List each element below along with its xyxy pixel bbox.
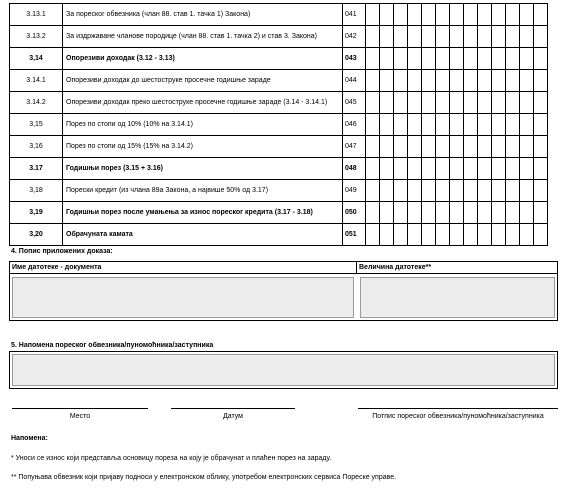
amount-digit-cell[interactable] <box>394 180 408 202</box>
amount-digit-cell[interactable] <box>422 4 436 26</box>
amount-digit-cell[interactable] <box>394 4 408 26</box>
amount-digit-cell[interactable] <box>534 92 548 114</box>
amount-digit-cell[interactable] <box>380 70 394 92</box>
amount-digit-cell[interactable] <box>464 48 478 70</box>
amount-digit-cell[interactable] <box>478 158 492 180</box>
amount-digit-cell[interactable] <box>492 114 506 136</box>
remark-section-title: 5. Напомена пореског обвезника/пуномоћника/заступника <box>11 342 214 349</box>
amount-digit-cell[interactable] <box>520 158 534 180</box>
amount-digit-cell[interactable] <box>380 26 394 48</box>
tax-row <box>10 70 548 92</box>
amount-digit-cell[interactable] <box>478 114 492 136</box>
amount-digit-cell[interactable] <box>464 26 478 48</box>
amount-digit-cell[interactable] <box>422 180 436 202</box>
amount-digit-cell[interactable] <box>394 70 408 92</box>
amount-digit-cell[interactable] <box>366 114 380 136</box>
amount-digit-cell[interactable] <box>436 136 450 158</box>
tax-row <box>10 180 548 202</box>
amount-digit-cell[interactable] <box>366 26 380 48</box>
row-code: 041 <box>343 4 366 26</box>
row-code: 046 <box>343 114 366 136</box>
amount-digit-cell[interactable] <box>436 202 450 224</box>
attachments-col-file-header: Име датотеке - документа <box>10 262 357 274</box>
amount-digit-cell[interactable] <box>450 48 464 70</box>
amount-digit-cell[interactable] <box>366 224 380 246</box>
amount-digit-cell[interactable] <box>380 4 394 26</box>
place-caption: Место <box>69 413 91 420</box>
row-description: Годишњи порез (3.15 + 3.16) <box>63 158 343 180</box>
date-signature-line <box>171 408 295 409</box>
amount-digit-cell[interactable] <box>506 136 520 158</box>
amount-digit-cell[interactable] <box>478 224 492 246</box>
amount-digit-cell[interactable] <box>464 202 478 224</box>
amount-digit-cell[interactable] <box>464 92 478 114</box>
attachments-table <box>9 261 558 321</box>
tax-row <box>10 136 548 158</box>
row-number: 3.13.1 <box>10 4 63 26</box>
row-description: Годишњи порез после умањења за износ пореског кредита (3.17 - 3.18) <box>63 202 343 224</box>
amount-digit-cell[interactable] <box>534 114 548 136</box>
amount-digit-cell[interactable] <box>366 70 380 92</box>
amount-digit-cell[interactable] <box>520 48 534 70</box>
row-code: 045 <box>343 92 366 114</box>
amount-digit-cell[interactable] <box>534 70 548 92</box>
amount-digit-cell[interactable] <box>450 4 464 26</box>
amount-digit-cell[interactable] <box>506 158 520 180</box>
amount-digit-cell[interactable] <box>408 26 422 48</box>
amount-digit-cell[interactable] <box>394 202 408 224</box>
amount-digit-cell[interactable] <box>436 26 450 48</box>
amount-digit-cell[interactable] <box>506 70 520 92</box>
amount-digit-cell[interactable] <box>492 180 506 202</box>
amount-digit-cell[interactable] <box>408 70 422 92</box>
row-number: 3.14.2 <box>10 92 63 114</box>
amount-digit-cell[interactable] <box>394 136 408 158</box>
amount-digit-cell[interactable] <box>534 4 548 26</box>
row-number: 3,15 <box>10 114 63 136</box>
amount-digit-cell[interactable] <box>464 70 478 92</box>
row-number: 3,16 <box>10 136 63 158</box>
amount-digit-cell[interactable] <box>506 48 520 70</box>
amount-digit-cell[interactable] <box>450 92 464 114</box>
row-code: 047 <box>343 136 366 158</box>
amount-digit-cell[interactable] <box>366 48 380 70</box>
amount-digit-cell[interactable] <box>394 26 408 48</box>
amount-digit-cell[interactable] <box>436 180 450 202</box>
amount-digit-cell[interactable] <box>506 26 520 48</box>
amount-digit-cell[interactable] <box>520 202 534 224</box>
remark-field[interactable] <box>12 354 555 386</box>
amount-digit-cell[interactable] <box>436 48 450 70</box>
amount-digit-cell[interactable] <box>450 224 464 246</box>
amount-digit-cell[interactable] <box>422 70 436 92</box>
note-2: ** Попуњава обвезник који пријаву подноси у електронском облику, употребом електронских сервиса Пореске управе. <box>11 474 397 481</box>
amount-digit-cell[interactable] <box>436 70 450 92</box>
row-code: 044 <box>343 70 366 92</box>
amount-digit-cell[interactable] <box>380 180 394 202</box>
attachment-file-field[interactable] <box>12 277 354 318</box>
amount-digit-cell[interactable] <box>394 92 408 114</box>
amount-digit-cell[interactable] <box>422 26 436 48</box>
row-number: 3,20 <box>10 224 63 246</box>
amount-digit-cell[interactable] <box>520 114 534 136</box>
amount-digit-cell[interactable] <box>520 70 534 92</box>
amount-digit-cell[interactable] <box>394 114 408 136</box>
amount-digit-cell[interactable] <box>408 158 422 180</box>
tax-row <box>10 114 548 136</box>
remark-box <box>9 351 558 389</box>
row-number: 3,14 <box>10 48 63 70</box>
amount-digit-cell[interactable] <box>366 180 380 202</box>
row-code: 049 <box>343 180 366 202</box>
amount-digit-cell[interactable] <box>408 92 422 114</box>
amount-digit-cell[interactable] <box>492 92 506 114</box>
amount-digit-cell[interactable] <box>478 202 492 224</box>
tax-row <box>10 48 548 70</box>
amount-digit-cell[interactable] <box>366 92 380 114</box>
amount-digit-cell[interactable] <box>436 114 450 136</box>
amount-digit-cell[interactable] <box>450 136 464 158</box>
row-description: За издржаване чланове породице (члан 88. став 1. тачка 2) и став 3. Закона) <box>63 26 343 48</box>
amount-digit-cell[interactable] <box>436 4 450 26</box>
amount-digit-cell[interactable] <box>380 114 394 136</box>
tax-row <box>10 224 548 246</box>
amount-digit-cell[interactable] <box>478 92 492 114</box>
row-number: 3.13.2 <box>10 26 63 48</box>
amount-digit-cell[interactable] <box>422 158 436 180</box>
row-code: 051 <box>343 224 366 246</box>
amount-digit-cell[interactable] <box>380 224 394 246</box>
amount-digit-cell[interactable] <box>394 158 408 180</box>
amount-digit-cell[interactable] <box>380 92 394 114</box>
amount-digit-cell[interactable] <box>408 136 422 158</box>
amount-digit-cell[interactable] <box>534 48 548 70</box>
amount-digit-cell[interactable] <box>450 26 464 48</box>
place-signature-line <box>12 408 148 409</box>
row-number: 3,18 <box>10 180 63 202</box>
amount-digit-cell[interactable] <box>492 224 506 246</box>
amount-digit-cell[interactable] <box>366 202 380 224</box>
amount-digit-cell[interactable] <box>380 158 394 180</box>
row-description: Обрачуната камата <box>63 224 343 246</box>
amount-digit-cell[interactable] <box>478 136 492 158</box>
amount-digit-cell[interactable] <box>366 4 380 26</box>
amount-digit-cell[interactable] <box>380 136 394 158</box>
tax-row <box>10 158 548 180</box>
amount-digit-cell[interactable] <box>520 136 534 158</box>
amount-digit-cell[interactable] <box>422 48 436 70</box>
amount-digit-cell[interactable] <box>492 158 506 180</box>
amount-digit-cell[interactable] <box>422 114 436 136</box>
amount-digit-cell[interactable] <box>450 70 464 92</box>
row-description: Порез по стопи од 15% (15% на 3.14.2) <box>63 136 343 158</box>
tax-row <box>10 26 548 48</box>
amount-digit-cell[interactable] <box>492 202 506 224</box>
amount-digit-cell[interactable] <box>478 4 492 26</box>
row-description: Опорезиви доходак (3.12 - 3.13) <box>63 48 343 70</box>
row-description: Порески кредит (из члана 89а Закона, а највише 50% од 3.17) <box>63 180 343 202</box>
row-description: Порез по стопи од 10% (10% на 3.14.1) <box>63 114 343 136</box>
amount-digit-cell[interactable] <box>520 180 534 202</box>
notes-title: Напомена: <box>11 435 48 442</box>
amount-digit-cell[interactable] <box>408 48 422 70</box>
amount-digit-cell[interactable] <box>380 202 394 224</box>
amount-digit-cell[interactable] <box>394 48 408 70</box>
amount-digit-cell[interactable] <box>478 48 492 70</box>
attachments-section-title: 4. Попис приложених доказа: <box>11 248 113 255</box>
tax-row <box>10 202 548 224</box>
row-description: Опорезиви доходак преко шестоструке просечне годишње зараде (3.14 - 3.14.1) <box>63 92 343 114</box>
amount-digit-cell[interactable] <box>450 202 464 224</box>
note-1: * Уноси се износ који представља основицу пореза на коју је обрачунат и плаћен порез на зараду. <box>11 455 332 462</box>
attachments-col-size-header: Величина датотеке** <box>357 262 557 274</box>
amount-digit-cell[interactable] <box>534 158 548 180</box>
tax-row <box>10 4 548 26</box>
amount-digit-cell[interactable] <box>464 158 478 180</box>
row-description: За пореског обвезника (члан 88. став 1. тачка 1) Закона) <box>63 4 343 26</box>
row-number: 3.17 <box>10 158 63 180</box>
amount-digit-cell[interactable] <box>436 224 450 246</box>
amount-digit-cell[interactable] <box>408 114 422 136</box>
amount-digit-cell[interactable] <box>506 4 520 26</box>
amount-digit-cell[interactable] <box>380 48 394 70</box>
amount-digit-cell[interactable] <box>492 48 506 70</box>
amount-digit-cell[interactable] <box>422 202 436 224</box>
amount-digit-cell[interactable] <box>506 92 520 114</box>
amount-digit-cell[interactable] <box>408 4 422 26</box>
amount-digit-cell[interactable] <box>464 224 478 246</box>
date-caption: Датум <box>223 413 243 420</box>
amount-digit-cell[interactable] <box>478 180 492 202</box>
amount-digit-cell[interactable] <box>534 202 548 224</box>
amount-digit-cell[interactable] <box>506 180 520 202</box>
amount-digit-cell[interactable] <box>408 224 422 246</box>
amount-digit-cell[interactable] <box>506 202 520 224</box>
amount-digit-cell[interactable] <box>492 136 506 158</box>
attachment-size-field[interactable] <box>360 277 555 318</box>
amount-digit-cell[interactable] <box>492 26 506 48</box>
amount-digit-cell[interactable] <box>450 114 464 136</box>
amount-digit-cell[interactable] <box>464 180 478 202</box>
amount-digit-cell[interactable] <box>534 224 548 246</box>
row-number: 3.14.1 <box>10 70 63 92</box>
amount-digit-cell[interactable] <box>492 4 506 26</box>
tax-row <box>10 92 548 114</box>
amount-digit-cell[interactable] <box>506 224 520 246</box>
amount-digit-cell[interactable] <box>492 70 506 92</box>
amount-digit-cell[interactable] <box>506 114 520 136</box>
row-description: Опорезиви доходак до шестоструке просечне годишње зараде <box>63 70 343 92</box>
amount-digit-cell[interactable] <box>366 158 380 180</box>
amount-digit-cell[interactable] <box>450 180 464 202</box>
signer-caption: Потпис пореског обвезника/пуномоћника/заступника <box>372 413 544 420</box>
amount-digit-cell[interactable] <box>408 180 422 202</box>
amount-digit-cell[interactable] <box>534 26 548 48</box>
amount-digit-cell[interactable] <box>464 114 478 136</box>
amount-digit-cell[interactable] <box>436 92 450 114</box>
amount-digit-cell[interactable] <box>520 26 534 48</box>
amount-digit-cell[interactable] <box>408 202 422 224</box>
amount-digit-cell[interactable] <box>450 158 464 180</box>
signer-signature-line <box>358 408 558 409</box>
row-code: 043 <box>343 48 366 70</box>
amount-digit-cell[interactable] <box>464 4 478 26</box>
amount-digit-cell[interactable] <box>422 136 436 158</box>
row-code: 042 <box>343 26 366 48</box>
row-code: 050 <box>343 202 366 224</box>
tax-calculation-table <box>9 3 548 246</box>
amount-digit-cell[interactable] <box>534 136 548 158</box>
amount-digit-cell[interactable] <box>478 70 492 92</box>
amount-digit-cell[interactable] <box>464 136 478 158</box>
amount-digit-cell[interactable] <box>436 158 450 180</box>
amount-digit-cell[interactable] <box>394 224 408 246</box>
row-code: 048 <box>343 158 366 180</box>
amount-digit-cell[interactable] <box>534 180 548 202</box>
amount-digit-cell[interactable] <box>520 4 534 26</box>
amount-digit-cell[interactable] <box>520 224 534 246</box>
amount-digit-cell[interactable] <box>478 26 492 48</box>
amount-digit-cell[interactable] <box>366 136 380 158</box>
amount-digit-cell[interactable] <box>422 224 436 246</box>
amount-digit-cell[interactable] <box>520 92 534 114</box>
row-number: 3,19 <box>10 202 63 224</box>
amount-digit-cell[interactable] <box>422 92 436 114</box>
